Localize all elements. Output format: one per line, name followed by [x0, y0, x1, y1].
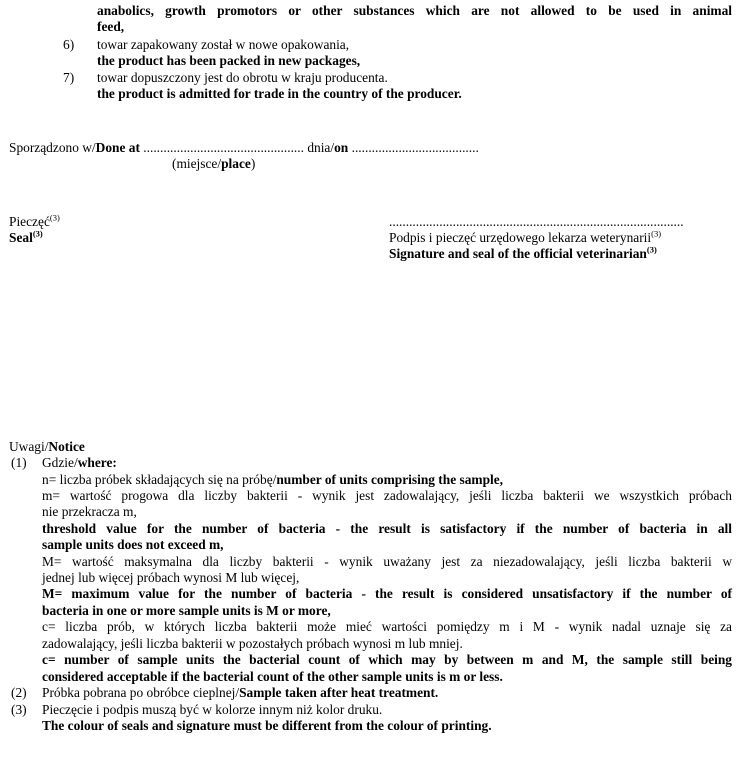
seal-label-pl: Pieczęć$^{(3)}$: [9, 212, 60, 229]
notice-1-number: (1): [11, 455, 27, 470]
notice-3-number: (3): [11, 702, 27, 717]
notice-M-en-line2: bacteria in one or more sample units is M or more,: [42, 603, 331, 618]
notice-m-pl-line1: m= wartość progowa dla liczby bakterii - wynik jest zadowalający, jeśli liczba bakterii we wszystkich próbach: [42, 488, 732, 503]
place-caption: (miejsce/place): [172, 156, 256, 171]
done-at-date-dots: ......................................: [348, 140, 479, 155]
signature-label-pl: Podpis i pieczęć urzędowego lekarza weterynarii$^{(3)}$: [389, 228, 662, 245]
item5-continued-line1: anabolics, growth promotors or other substances which are not allowed to be used in animal: [97, 3, 732, 18]
item6-number: 6): [63, 37, 75, 52]
notice-heading: Uwagi/Notice: [9, 439, 85, 454]
item7-english: the product is admitted for trade in the country of the producer.: [97, 86, 462, 101]
notice-c-pl-line2: zadowalający, jeśli liczba bakterii w pozostałych próbach wynosi m lub mniej.: [42, 636, 463, 651]
notice-3-en: The colour of seals and signature must be different from the colour of printing.: [42, 718, 492, 733]
notice-2-text: Próbka pobrana po obróbce cieplnej/Sample taken after heat treatment.: [42, 685, 439, 700]
done-at-prefix-en: Done at: [95, 140, 140, 155]
notice-2-number: (2): [11, 685, 27, 700]
notice-1-where: Gdzie/where:: [42, 455, 117, 470]
notice-3-pl: Pieczęcie i podpis muszą być w kolorze innym niż kolor druku.: [42, 702, 383, 717]
signature-label-en: Signature and seal of the official veterinarian$^{(3)}$: [389, 244, 657, 261]
notice-c-en-line1: c= number of sample units the bacterial count of which may by between m and M, the sample still being: [42, 652, 732, 667]
notice-M-pl-line2: jednej lub więcej próbach wynosi M lub więcej,: [42, 570, 300, 585]
item5-continued-line2: feed,: [97, 19, 125, 34]
done-at-date-en: on: [334, 140, 349, 155]
notice-M-pl-line1: M= wartość maksymalna dla liczby bakterii - wynik uważany jest za niezadowalający, jeśli liczba bakterii w: [42, 554, 732, 569]
signature-dots: ........................................................................................: [389, 214, 684, 229]
notice-c-pl-line1: c= liczba prób, w których liczba bakterii może mieć wartości pomiędzy m i M - wynik nadal uznaje się za: [42, 619, 732, 634]
item6-polish: towar zapakowany został w nowe opakowania,: [97, 37, 350, 52]
done-at-prefix-pl: Sporządzono w/: [9, 140, 96, 155]
notice-m-en-line2: sample units does not exceed m,: [42, 537, 224, 552]
done-at-line: [9, 140, 479, 157]
done-at-date-pl: dnia/: [303, 140, 335, 155]
notice-m-en-line1: threshold value for the number of bacteria - the result is satisfactory if the number of bacteria in all: [42, 521, 732, 536]
notice-n-definition: n= liczba próbek składających się na próbę/number of units comprising the sample,: [42, 472, 504, 487]
item6-english: the product has been packed in new packages,: [97, 53, 361, 68]
notice-c-en-line2: considered acceptable if the bacterial count of the other sample units is m or less.: [42, 669, 503, 684]
notice-M-en-line1: M= maximum value for the number of bacteria - the result is considered unsatisfactory if the number of: [42, 586, 732, 601]
seal-label-en: Seal$^{(3)}$: [9, 228, 43, 245]
done-at-place-dots: ................................................: [139, 140, 304, 155]
item7-polish: towar dopuszczony jest do obrotu w kraju producenta.: [97, 70, 388, 85]
item7-number: 7): [63, 70, 75, 85]
notice-m-pl-line2: nie przekracza m,: [42, 504, 137, 519]
